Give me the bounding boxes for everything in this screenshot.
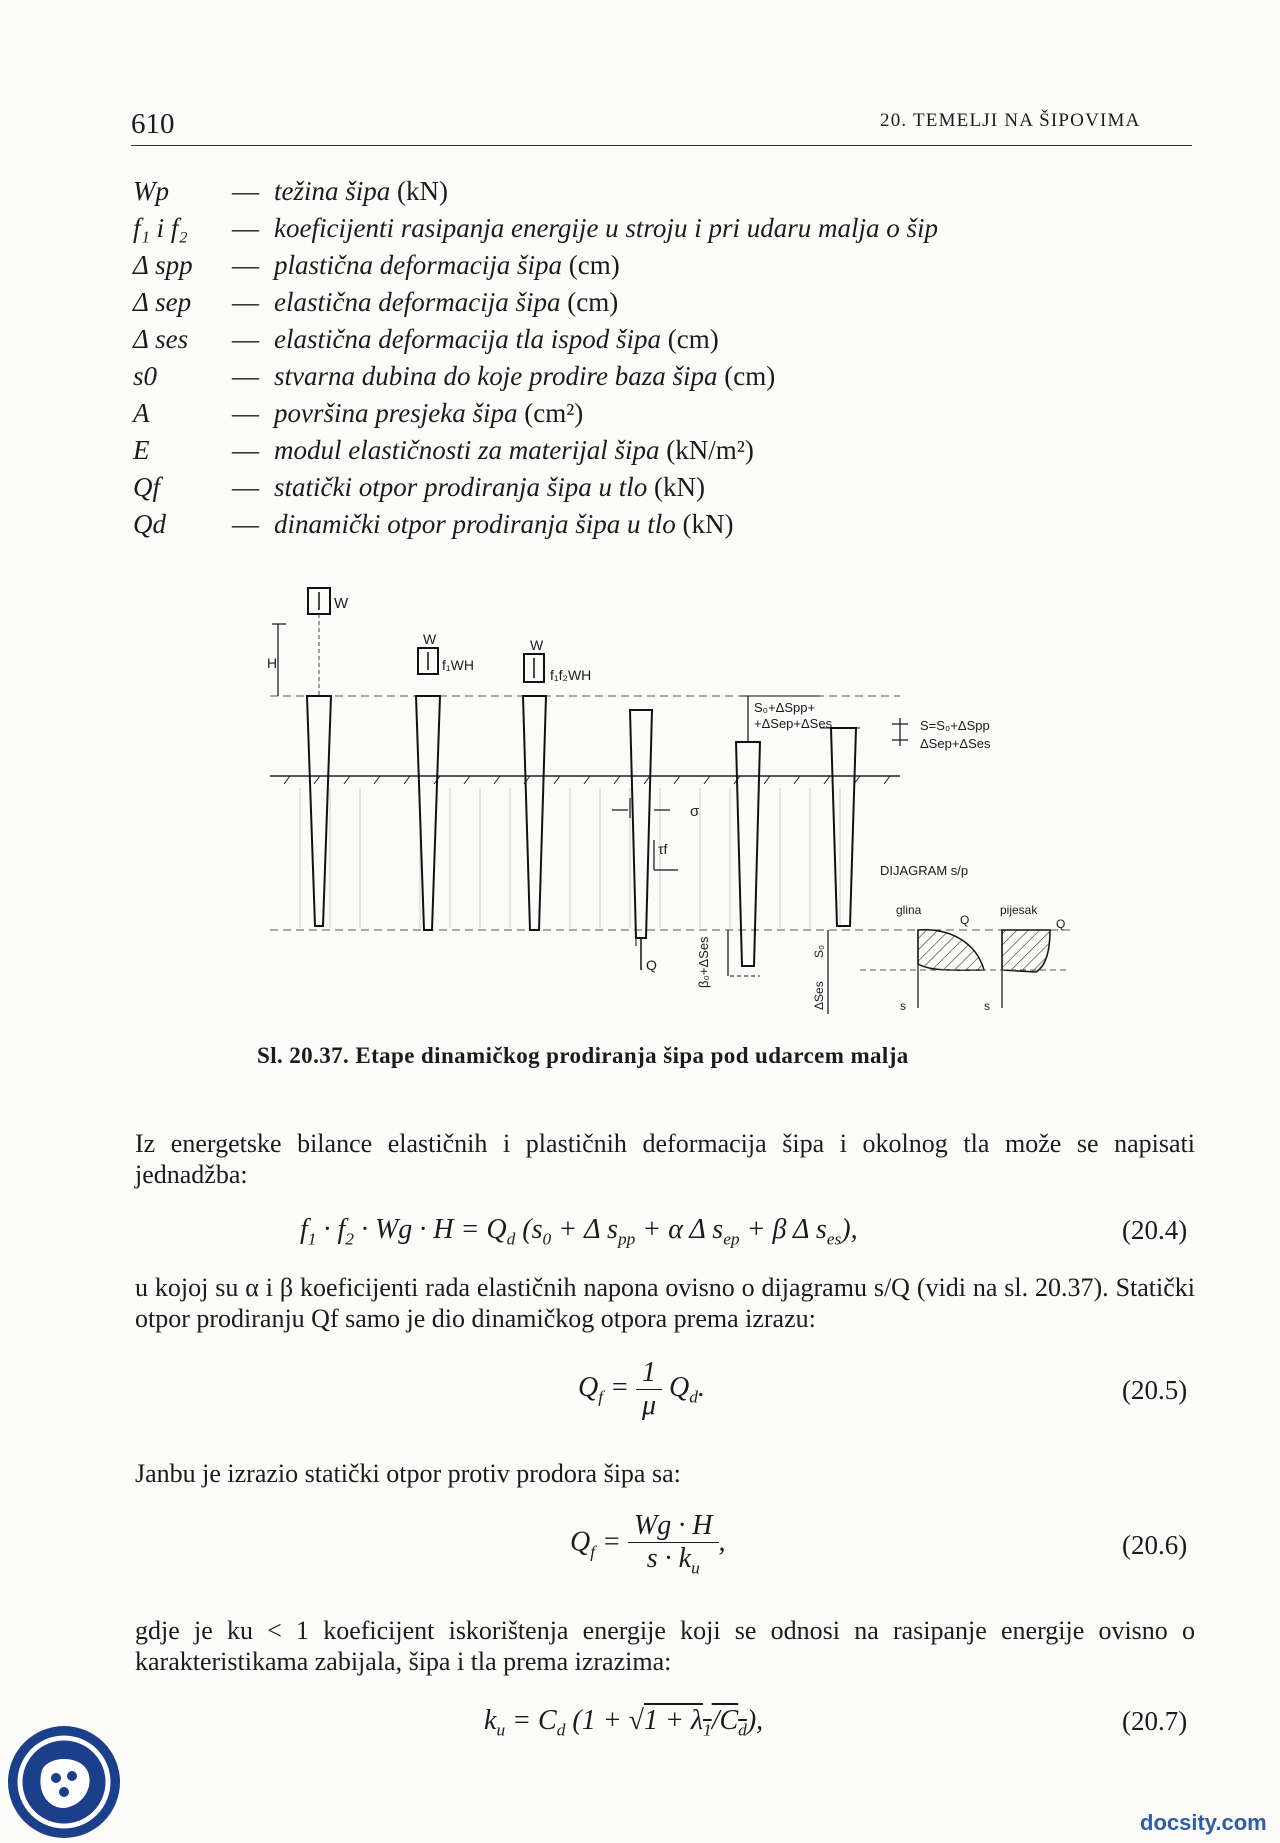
pile-driving-figure — [260, 578, 1080, 1028]
definition-text: stvarna dubina do koje prodire baza šipa (cm) — [274, 361, 776, 391]
definition-dash: — — [232, 287, 259, 317]
pile-stage-4 — [630, 710, 652, 938]
label-beta: β₀+ΔSes — [696, 936, 711, 988]
definition-symbol: A — [133, 398, 150, 428]
clay-diagram — [918, 930, 984, 970]
label-clay: glina — [896, 903, 922, 917]
equation-20-6: $Q_f$ = $\frac{Wg \cdot H}{s \cdot k_u}$ , — [570, 1510, 726, 1578]
label-s-top-1: S₀+ΔSpp+ — [754, 700, 816, 715]
label-q: Q — [1056, 917, 1066, 931]
definition-symbol: Δ sep — [133, 287, 192, 317]
label-w: W — [423, 631, 437, 647]
docsity-brand[interactable]: docsity.com — [1140, 1810, 1267, 1835]
chapter-title: 20. TEMELJI NA ŠIPOVIMA — [880, 110, 1141, 131]
label-s: s — [900, 999, 906, 1013]
docsity-logo — [8, 1726, 120, 1838]
figure-caption: Sl. 20.37. Etape dinamičkog prodiranja šipa pod udarcem malja — [257, 1043, 909, 1068]
definition-text: površina presjeka šipa (cm²) — [274, 398, 584, 428]
definition-text: koeficijenti rasipanja energije u stroju i pri udaru malja o šip — [274, 213, 938, 243]
definition-symbol: Δ spp — [133, 250, 193, 280]
paragraph-3: Janbu je izrazio statički otpor protiv prodora šipa sa: — [135, 1459, 681, 1488]
definition-dash: — — [232, 324, 259, 354]
page-number: 610 — [131, 108, 175, 140]
pile-stage-1 — [307, 696, 331, 926]
label-diagram: DIJAGRAM s/p — [880, 863, 969, 878]
label-s-right-1: S=S₀+ΔSpp — [920, 718, 990, 733]
definition-text: plastična deformacija šipa (cm) — [274, 250, 620, 280]
definition-text: težina šipa (kN) — [274, 176, 448, 206]
paragraph-4: gdje je ku < 1 koeficijent iskorištenja energije koji se odnosi na rasipanje energije ovisno o karakteristikama zabijala, šipa i tla prema izrazima: — [135, 1616, 1195, 1676]
paragraph-1: Iz energetske bilance elastičnih i plastičnih deformacija šipa i okolnog tla može se napisati jednadžba: — [135, 1129, 1195, 1189]
paragraph-2: u kojoj su α i β koeficijenti rada elastičnih napona ovisno o dijagramu s/Q (vidi na sl. 20.37). Statički otpor prodiranju Qf samo je dio dinamičkog otpora prema izrazu: — [135, 1273, 1195, 1333]
definition-text: elastična deformacija šipa (cm) — [274, 287, 619, 317]
definition-symbol: Δ ses — [133, 324, 189, 354]
definition-symbol: s0 — [133, 361, 158, 391]
definition-symbol: Qf — [133, 472, 160, 502]
sand-diagram — [1002, 930, 1050, 972]
label-w: W — [334, 595, 349, 612]
definition-dash: — — [232, 472, 259, 502]
header-rule — [131, 145, 1192, 146]
equation-number: (20.5) — [1122, 1375, 1188, 1405]
label-s-top-2: +ΔSep+ΔSes — [754, 716, 833, 731]
label-f1f2wh: f₁f₂WH — [550, 667, 592, 683]
definition-dash: — — [232, 213, 259, 243]
label-tau: τf — [658, 841, 668, 857]
definition-dash: — — [232, 176, 259, 206]
definition-symbol: f₁ i f₂ — [133, 213, 188, 243]
label-q: Q — [960, 913, 970, 927]
definition-text: elastična deformacija tla ispod šipa (cm) — [274, 324, 719, 354]
label-s0: S₀ — [812, 945, 826, 958]
definition-dash: — — [232, 435, 259, 465]
pile-stage-6 — [831, 728, 856, 926]
equation-20-5: $Q_f$ = $\frac{1}{\mu}$ $Q_d$. — [578, 1357, 705, 1421]
equation-number: (20.4) — [1122, 1215, 1188, 1245]
label-q: Q — [646, 957, 657, 973]
definition-dash: — — [232, 250, 259, 280]
definition-symbol: Qd — [133, 509, 166, 539]
definition-dash: — — [232, 398, 259, 428]
definition-symbol: E — [133, 435, 150, 465]
definition-dash: — — [232, 361, 259, 391]
label-s-right-2: ΔSep+ΔSes — [920, 736, 991, 751]
definition-text: dinamički otpor prodiranja šipa u tlo (kN) — [274, 509, 734, 539]
equation-number: (20.7) — [1122, 1706, 1188, 1736]
definition-symbol: Wp — [133, 176, 169, 206]
label-dses: ΔSes — [812, 981, 826, 1010]
definition-dash: — — [232, 509, 259, 539]
pile-stage-3 — [523, 696, 546, 930]
equation-20-4: $f_1 \cdot f_2 \cdot Wg \cdot H = Q_d$ ($s_0 + \Delta$ $s_{pp} + \alpha$ Δ $s_{ep} + \beta$ Δ $s_{es}$), — [300, 1214, 858, 1249]
label-s: s — [984, 999, 990, 1013]
label-w: W — [530, 637, 544, 653]
definition-text: statički otpor prodiranja šipa u tlo (kN) — [274, 472, 706, 502]
equation-number: (20.6) — [1122, 1530, 1188, 1560]
label-h: H — [267, 655, 278, 671]
label-f1wh: f₁WH — [442, 657, 474, 673]
label-sand: pijesak — [1000, 903, 1038, 917]
definition-text: modul elastičnosti za materijal šipa (kN/m²) — [274, 435, 754, 465]
label-sigma: σ — [690, 803, 700, 820]
equation-20-7: $k_u = C_d$ $(1 + √1 + \lambda_1/C_d)$, — [484, 1705, 764, 1740]
